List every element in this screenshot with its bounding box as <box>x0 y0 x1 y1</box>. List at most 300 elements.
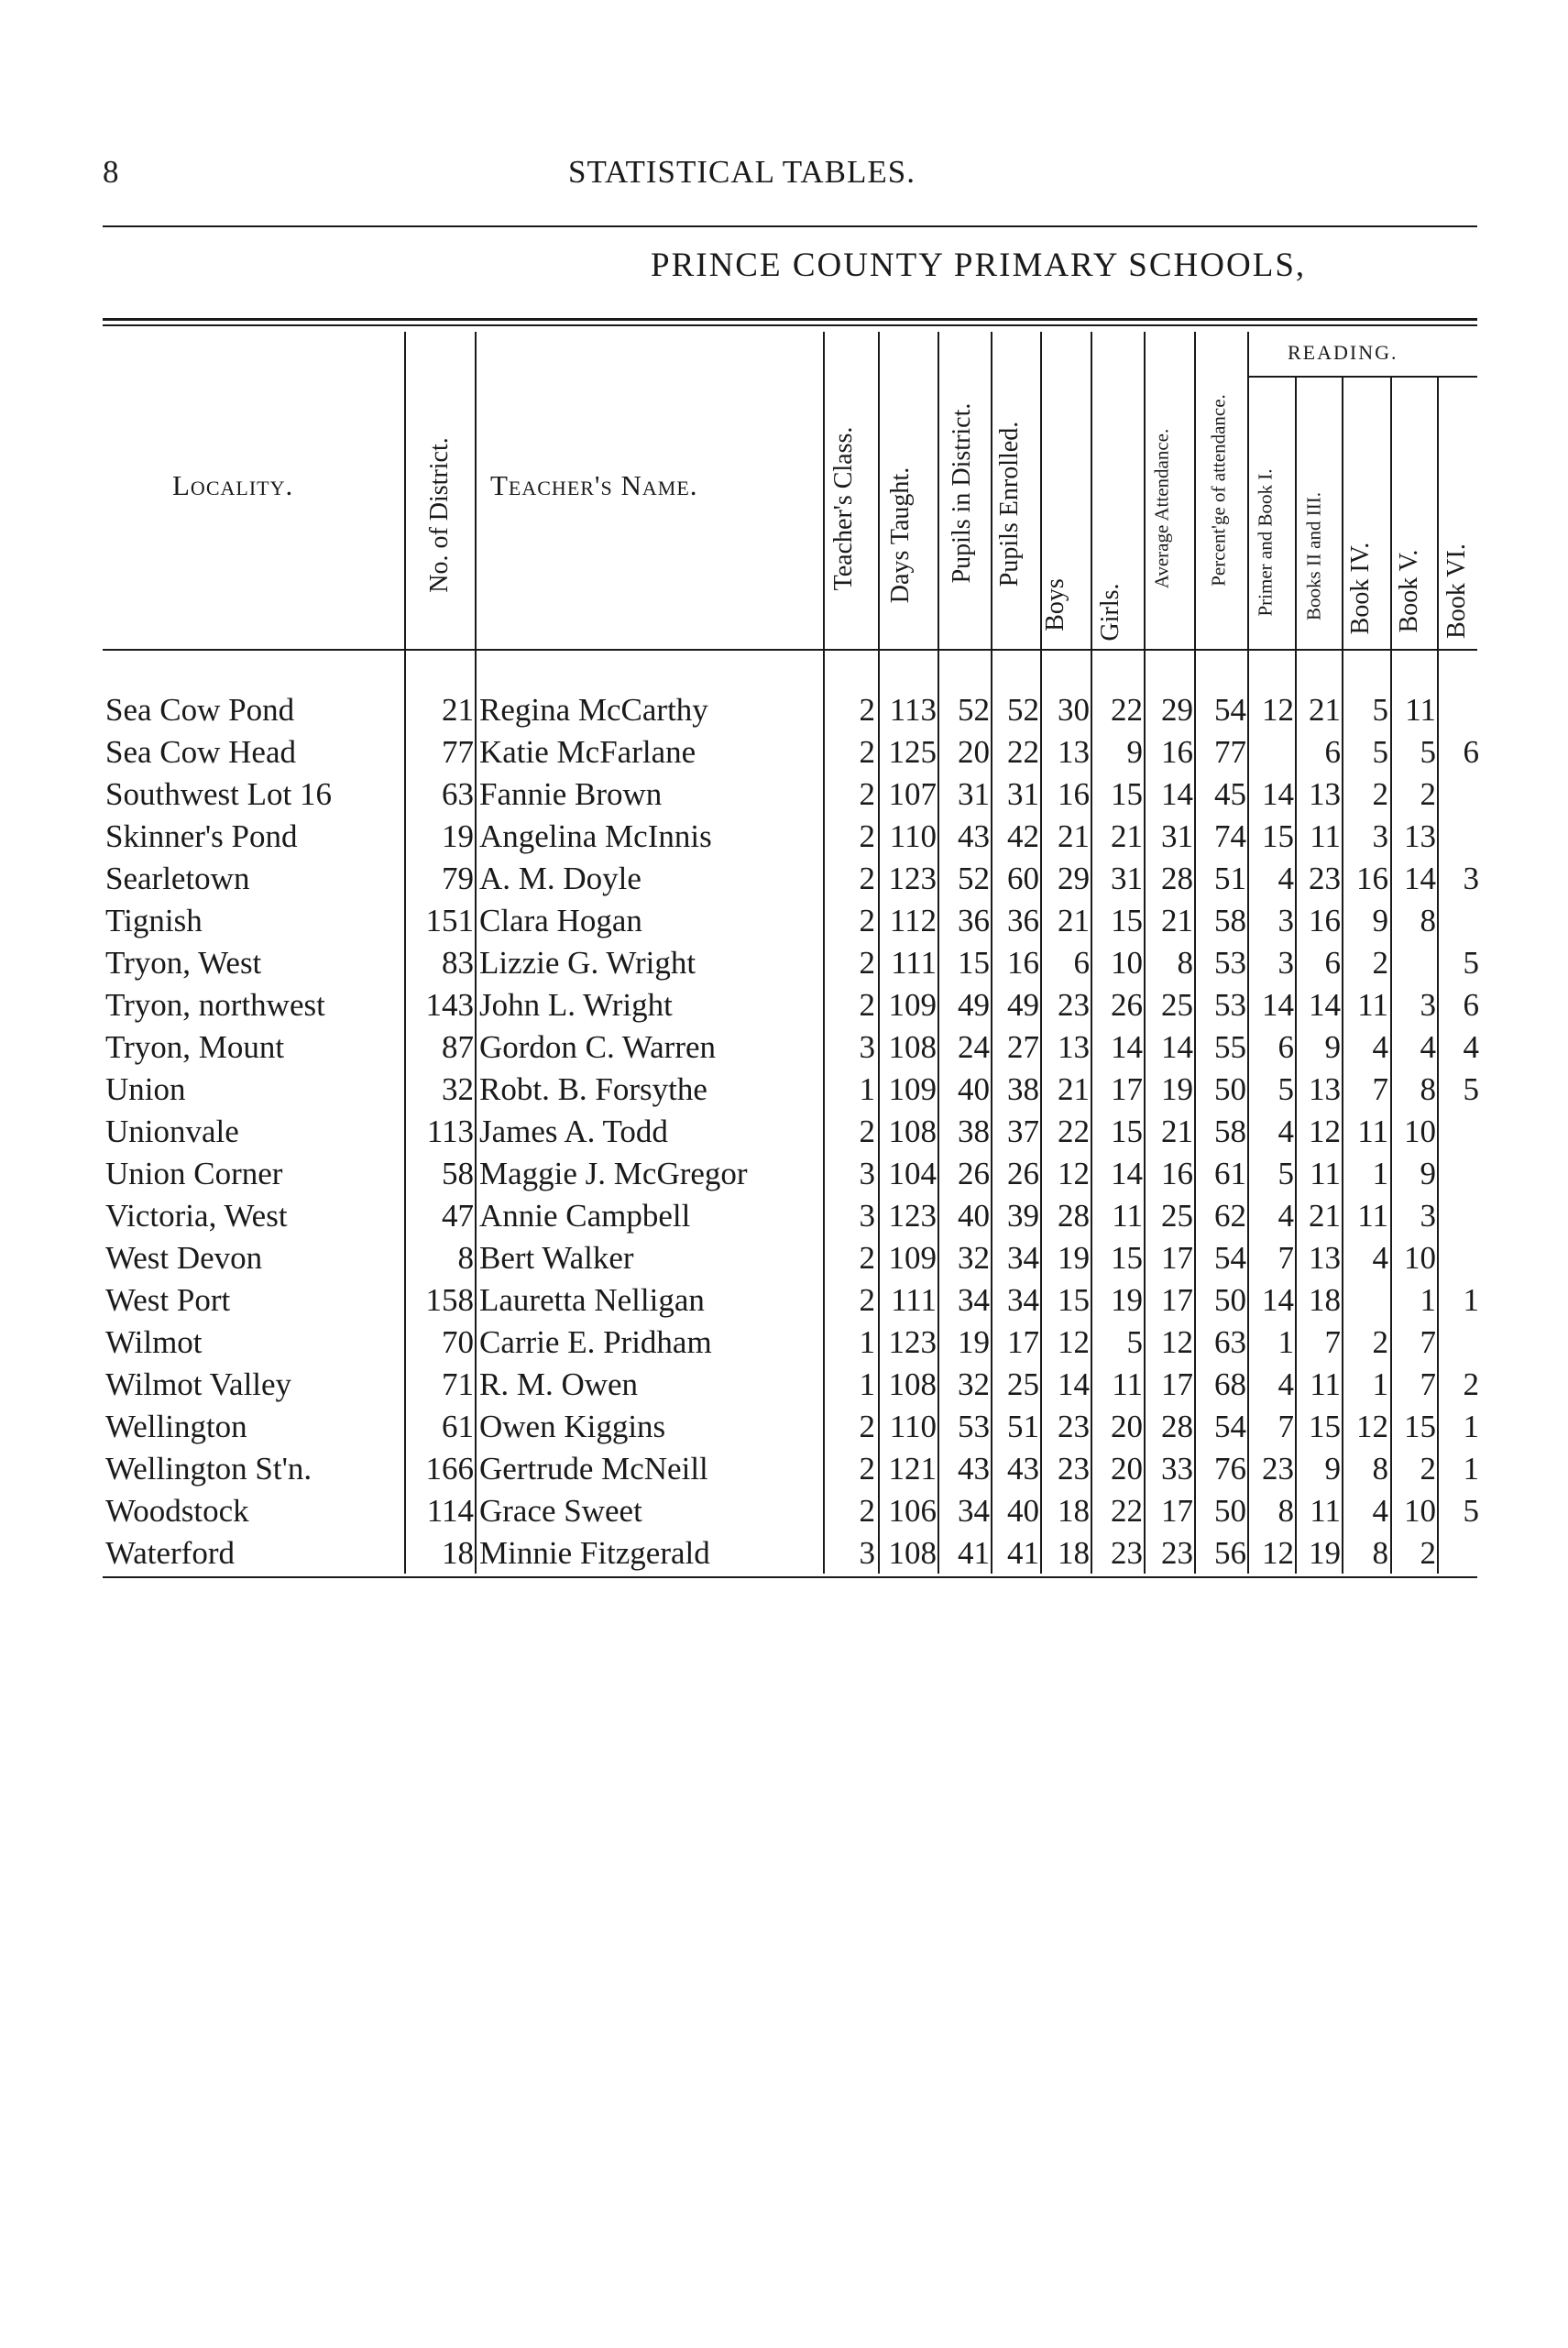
header-locality: Locality. <box>172 469 294 501</box>
cell-boys: 21 <box>1058 903 1090 938</box>
cell-b23: 9 <box>1324 1029 1341 1065</box>
table-row <box>0 858 1568 900</box>
table-row <box>0 1364 1568 1406</box>
cell-days: 108 <box>888 1114 937 1149</box>
table-row <box>0 774 1568 816</box>
cell-b1: 6 <box>1277 1029 1294 1065</box>
cell-district: 77 <box>442 734 474 770</box>
cell-b6: 5 <box>1463 1493 1479 1529</box>
cell-b23: 13 <box>1309 776 1341 812</box>
page-number: 8 <box>103 154 119 190</box>
cell-teacher: Owen Kiggins <box>479 1409 666 1444</box>
cell-b4: 9 <box>1372 903 1388 938</box>
cell-district: 113 <box>426 1114 474 1149</box>
table-row <box>0 900 1568 942</box>
cell-avg: 16 <box>1161 734 1193 770</box>
cell-b23: 16 <box>1309 903 1341 938</box>
cell-district: 166 <box>425 1451 474 1487</box>
header-rule-thin <box>103 324 1477 326</box>
cell-dist: 19 <box>958 1324 990 1360</box>
cell-avg: 21 <box>1161 903 1193 938</box>
cell-avg: 25 <box>1161 987 1193 1023</box>
header-boys: Boys <box>1041 578 1069 631</box>
cell-b1: 4 <box>1277 1198 1294 1234</box>
cell-dist: 34 <box>958 1282 990 1318</box>
cell-b4: 8 <box>1372 1535 1388 1571</box>
cell-cls: 2 <box>859 692 875 728</box>
cell-b1: 14 <box>1262 776 1294 812</box>
cell-girls: 17 <box>1111 1071 1143 1107</box>
cell-b5: 9 <box>1420 1156 1436 1191</box>
cell-teacher: Robt. B. Forsythe <box>479 1071 707 1107</box>
header-pupils-in-district: Pupils in District. <box>948 402 976 584</box>
cell-enr: 36 <box>1007 903 1039 938</box>
cell-locality: West Port <box>105 1282 231 1318</box>
cell-dist: 53 <box>958 1409 990 1444</box>
cell-locality: Wilmot Valley <box>105 1366 292 1402</box>
cell-pct: 53 <box>1214 945 1246 981</box>
cell-b23: 21 <box>1309 1198 1341 1234</box>
table-row <box>0 1026 1568 1069</box>
cell-girls: 20 <box>1111 1409 1143 1444</box>
cell-b1: 4 <box>1277 1366 1294 1402</box>
cell-days: 125 <box>888 734 937 770</box>
cell-b5: 1 <box>1420 1282 1436 1318</box>
table-row <box>0 689 1568 731</box>
cell-district: 63 <box>442 776 474 812</box>
cell-enr: 41 <box>1007 1535 1039 1571</box>
cell-b5: 8 <box>1420 1071 1436 1107</box>
cell-girls: 14 <box>1111 1156 1143 1191</box>
cell-cls: 1 <box>859 1366 875 1402</box>
cell-dist: 15 <box>958 945 990 981</box>
cell-b23: 13 <box>1309 1240 1341 1276</box>
cell-girls: 5 <box>1126 1324 1143 1360</box>
header-days-taught: Days Taught. <box>886 466 915 604</box>
cell-avg: 31 <box>1161 818 1193 854</box>
cell-boys: 21 <box>1058 1071 1090 1107</box>
cell-b4: 1 <box>1372 1366 1388 1402</box>
cell-b23: 11 <box>1310 1493 1341 1529</box>
cell-avg: 29 <box>1161 692 1193 728</box>
header-book4: Book IV. <box>1346 542 1375 635</box>
cell-enr: 43 <box>1007 1451 1039 1487</box>
cell-pct: 50 <box>1214 1282 1246 1318</box>
cell-avg: 19 <box>1161 1071 1193 1107</box>
table-row <box>0 1532 1568 1574</box>
cell-enr: 38 <box>1007 1071 1039 1107</box>
cell-pct: 54 <box>1214 1409 1246 1444</box>
cell-b23: 21 <box>1309 692 1341 728</box>
cell-district: 114 <box>426 1493 474 1529</box>
cell-pct: 55 <box>1214 1029 1246 1065</box>
cell-b5: 10 <box>1404 1114 1436 1149</box>
cell-days: 113 <box>889 692 937 728</box>
cell-b5: 8 <box>1420 903 1436 938</box>
cell-b23: 12 <box>1309 1114 1341 1149</box>
cell-girls: 23 <box>1111 1535 1143 1571</box>
cell-girls: 11 <box>1112 1198 1143 1234</box>
cell-locality: Tignish <box>105 903 203 938</box>
cell-girls: 11 <box>1112 1366 1143 1402</box>
cell-dist: 32 <box>958 1240 990 1276</box>
cell-teacher: Lauretta Nelligan <box>479 1282 705 1318</box>
cell-teacher: Katie McFarlane <box>479 734 696 770</box>
cell-girls: 31 <box>1111 861 1143 896</box>
cell-pct: 61 <box>1214 1156 1246 1191</box>
cell-pct: 68 <box>1214 1366 1246 1402</box>
cell-dist: 24 <box>958 1029 990 1065</box>
cell-girls: 22 <box>1111 1493 1143 1529</box>
cell-cls: 3 <box>859 1198 875 1234</box>
cell-enr: 51 <box>1007 1409 1039 1444</box>
cell-boys: 18 <box>1058 1493 1090 1529</box>
cell-b1: 5 <box>1277 1071 1294 1107</box>
cell-cls: 1 <box>859 1071 875 1107</box>
table-row <box>0 1279 1568 1322</box>
header-primer-book1: Primer and Book I. <box>1254 468 1277 617</box>
cell-boys: 15 <box>1058 1282 1090 1318</box>
cell-boys: 6 <box>1073 945 1090 981</box>
cell-teacher: Minnie Fitzgerald <box>479 1535 710 1571</box>
table-row <box>0 1069 1568 1111</box>
cell-locality: Southwest Lot 16 <box>105 776 332 812</box>
cell-dist: 43 <box>958 818 990 854</box>
table-row <box>0 1237 1568 1279</box>
cell-district: 158 <box>425 1282 474 1318</box>
cell-girls: 22 <box>1111 692 1143 728</box>
cell-b1: 5 <box>1277 1156 1294 1191</box>
table-row <box>0 1195 1568 1237</box>
cell-pct: 58 <box>1214 903 1246 938</box>
cell-boys: 19 <box>1058 1240 1090 1276</box>
cell-days: 106 <box>888 1493 937 1529</box>
cell-b4: 5 <box>1372 734 1388 770</box>
cell-dist: 26 <box>958 1156 990 1191</box>
cell-pct: 58 <box>1214 1114 1246 1149</box>
table-subtitle: PRINCE COUNTY PRIMARY SCHOOLS, <box>651 247 1307 284</box>
cell-b6: 6 <box>1463 987 1479 1023</box>
cell-pct: 63 <box>1214 1324 1246 1360</box>
cell-pct: 50 <box>1214 1493 1246 1529</box>
cell-avg: 12 <box>1161 1324 1193 1360</box>
cell-boys: 13 <box>1058 1029 1090 1065</box>
cell-boys: 14 <box>1058 1366 1090 1402</box>
cell-dist: 32 <box>958 1366 990 1402</box>
cell-dist: 49 <box>958 987 990 1023</box>
cell-b1: 23 <box>1262 1451 1294 1487</box>
cell-b4: 2 <box>1372 1324 1388 1360</box>
cell-b23: 6 <box>1324 734 1341 770</box>
cell-locality: Wilmot <box>105 1324 203 1360</box>
cell-district: 8 <box>457 1240 474 1276</box>
cell-locality: Wellington <box>105 1409 247 1444</box>
header-reading: READING. <box>1288 341 1398 364</box>
cell-boys: 23 <box>1058 987 1090 1023</box>
cell-teacher: Angelina McInnis <box>479 818 712 854</box>
cell-dist: 34 <box>958 1493 990 1529</box>
cell-enr: 34 <box>1007 1240 1039 1276</box>
cell-b6: 3 <box>1463 861 1479 896</box>
header-book5: Book V. <box>1395 549 1423 633</box>
header-bottom-rule <box>103 649 1477 651</box>
cell-days: 110 <box>889 1409 937 1444</box>
cell-b4: 7 <box>1372 1071 1388 1107</box>
cell-b1: 15 <box>1262 818 1294 854</box>
cell-b1: 4 <box>1277 1114 1294 1149</box>
cell-district: 32 <box>442 1071 474 1107</box>
cell-b4: 2 <box>1372 945 1388 981</box>
header-rule-thick <box>103 318 1477 321</box>
cell-days: 109 <box>888 1071 937 1107</box>
cell-b6: 1 <box>1463 1409 1479 1444</box>
cell-cls: 3 <box>859 1156 875 1191</box>
cell-b1: 1 <box>1277 1324 1294 1360</box>
cell-district: 18 <box>442 1535 474 1571</box>
cell-b23: 11 <box>1310 818 1341 854</box>
cell-pct: 53 <box>1214 987 1246 1023</box>
cell-cls: 1 <box>859 1324 875 1360</box>
cell-girls: 10 <box>1111 945 1143 981</box>
cell-avg: 28 <box>1161 1409 1193 1444</box>
cell-b23: 23 <box>1309 861 1341 896</box>
cell-b5: 10 <box>1404 1240 1436 1276</box>
cell-days: 108 <box>888 1535 937 1571</box>
cell-cls: 2 <box>859 1493 875 1529</box>
top-rule <box>103 225 1477 227</box>
cell-cls: 2 <box>859 1282 875 1318</box>
cell-district: 58 <box>442 1156 474 1191</box>
cell-days: 108 <box>888 1029 937 1065</box>
cell-enr: 31 <box>1007 776 1039 812</box>
cell-boys: 22 <box>1058 1114 1090 1149</box>
cell-b1: 3 <box>1277 945 1294 981</box>
cell-enr: 22 <box>1007 734 1039 770</box>
cell-girls: 15 <box>1111 1114 1143 1149</box>
table-row <box>0 1111 1568 1153</box>
cell-b4: 4 <box>1372 1493 1388 1529</box>
cell-days: 109 <box>888 1240 937 1276</box>
cell-teacher: A. M. Doyle <box>479 861 641 896</box>
cell-b5: 2 <box>1420 1535 1436 1571</box>
cell-b6: 6 <box>1463 734 1479 770</box>
table-row <box>0 1490 1568 1532</box>
cell-b4: 1 <box>1372 1156 1388 1191</box>
cell-avg: 21 <box>1161 1114 1193 1149</box>
table-row <box>0 731 1568 774</box>
cell-girls: 9 <box>1126 734 1143 770</box>
cell-b23: 14 <box>1309 987 1341 1023</box>
cell-b23: 9 <box>1324 1451 1341 1487</box>
cell-teacher: R. M. Owen <box>479 1366 639 1402</box>
cell-pct: 74 <box>1214 818 1246 854</box>
cell-girls: 19 <box>1111 1282 1143 1318</box>
cell-days: 123 <box>888 861 937 896</box>
cell-girls: 15 <box>1111 776 1143 812</box>
cell-girls: 26 <box>1111 987 1143 1023</box>
cell-locality: Sea Cow Pond <box>105 692 295 728</box>
cell-b4: 4 <box>1372 1240 1388 1276</box>
cell-locality: Tryon, West <box>105 945 262 981</box>
cell-enr: 16 <box>1007 945 1039 981</box>
cell-b5: 15 <box>1404 1409 1436 1444</box>
header-book6: Book VI. <box>1442 543 1471 639</box>
cell-days: 123 <box>888 1198 937 1234</box>
cell-b1: 7 <box>1277 1240 1294 1276</box>
cell-enr: 26 <box>1007 1156 1039 1191</box>
cell-teacher: Grace Sweet <box>479 1493 642 1529</box>
cell-district: 61 <box>442 1409 474 1444</box>
cell-locality: Union <box>105 1071 186 1107</box>
cell-avg: 17 <box>1161 1366 1193 1402</box>
table-row <box>0 816 1568 858</box>
cell-avg: 33 <box>1161 1451 1193 1487</box>
cell-b23: 11 <box>1310 1366 1341 1402</box>
cell-avg: 16 <box>1161 1156 1193 1191</box>
cell-days: 110 <box>889 818 937 854</box>
cell-dist: 43 <box>958 1451 990 1487</box>
cell-b6: 5 <box>1463 1071 1479 1107</box>
cell-teacher: Maggie J. McGregor <box>479 1156 748 1191</box>
cell-locality: Sea Cow Head <box>105 734 297 770</box>
cell-b4: 3 <box>1372 818 1388 854</box>
cell-locality: Skinner's Pond <box>105 818 298 854</box>
cell-avg: 14 <box>1161 1029 1193 1065</box>
table-row <box>0 1322 1568 1364</box>
cell-locality: West Devon <box>105 1240 263 1276</box>
cell-days: 104 <box>888 1156 937 1191</box>
cell-b5: 5 <box>1420 734 1436 770</box>
table-row <box>0 1448 1568 1490</box>
header-teacher-name: Teacher's Name. <box>490 469 698 501</box>
cell-pct: 54 <box>1214 692 1246 728</box>
cell-girls: 15 <box>1111 903 1143 938</box>
cell-pct: 77 <box>1214 734 1246 770</box>
header-teacher-class: Teacher's Class. <box>829 426 858 591</box>
cell-b5: 7 <box>1420 1366 1436 1402</box>
cell-b23: 15 <box>1309 1409 1341 1444</box>
cell-locality: Victoria, West <box>105 1198 288 1234</box>
cell-teacher: Clara Hogan <box>479 903 642 938</box>
cell-boys: 23 <box>1058 1409 1090 1444</box>
cell-b5: 11 <box>1405 692 1436 728</box>
cell-locality: Waterford <box>105 1535 235 1571</box>
cell-teacher: Gordon C. Warren <box>479 1029 717 1065</box>
cell-b23: 7 <box>1324 1324 1341 1360</box>
cell-days: 121 <box>888 1451 937 1487</box>
cell-enr: 60 <box>1007 861 1039 896</box>
cell-b1: 7 <box>1277 1409 1294 1444</box>
cell-b1: 12 <box>1262 1535 1294 1571</box>
cell-days: 111 <box>891 945 937 981</box>
cell-locality: Searletown <box>105 861 250 896</box>
cell-b5: 10 <box>1404 1493 1436 1529</box>
cell-b1: 12 <box>1262 692 1294 728</box>
cell-b1: 3 <box>1277 903 1294 938</box>
cell-dist: 52 <box>958 692 990 728</box>
cell-boys: 12 <box>1058 1324 1090 1360</box>
cell-days: 123 <box>888 1324 937 1360</box>
cell-enr: 40 <box>1007 1493 1039 1529</box>
cell-b4: 2 <box>1372 776 1388 812</box>
cell-b23: 13 <box>1309 1071 1341 1107</box>
cell-locality: Tryon, Mount <box>105 1029 285 1065</box>
cell-dist: 38 <box>958 1114 990 1149</box>
cell-b4: 11 <box>1357 1114 1388 1149</box>
table-row <box>0 942 1568 984</box>
cell-girls: 21 <box>1111 818 1143 854</box>
cell-dist: 36 <box>958 903 990 938</box>
cell-b5: 13 <box>1404 818 1436 854</box>
cell-b4: 12 <box>1356 1409 1388 1444</box>
cell-enr: 17 <box>1007 1324 1039 1360</box>
cell-b23: 18 <box>1309 1282 1341 1318</box>
cell-cls: 2 <box>859 945 875 981</box>
cell-avg: 23 <box>1161 1535 1193 1571</box>
cell-district: 83 <box>442 945 474 981</box>
cell-locality: Union Corner <box>105 1156 283 1191</box>
cell-district: 87 <box>442 1029 474 1065</box>
cell-boys: 23 <box>1058 1451 1090 1487</box>
cell-district: 19 <box>442 818 474 854</box>
cell-enr: 42 <box>1007 818 1039 854</box>
cell-teacher: Fannie Brown <box>479 776 663 812</box>
cell-enr: 25 <box>1007 1366 1039 1402</box>
cell-district: 143 <box>425 987 474 1023</box>
cell-b4: 8 <box>1372 1451 1388 1487</box>
cell-b5: 7 <box>1420 1324 1436 1360</box>
cell-dist: 40 <box>958 1198 990 1234</box>
cell-avg: 28 <box>1161 861 1193 896</box>
cell-enr: 52 <box>1007 692 1039 728</box>
cell-days: 111 <box>891 1282 937 1318</box>
cell-b1: 8 <box>1277 1493 1294 1529</box>
cell-cls: 2 <box>859 903 875 938</box>
cell-boys: 12 <box>1058 1156 1090 1191</box>
cell-district: 70 <box>442 1324 474 1360</box>
cell-locality: Tryon, northwest <box>105 987 325 1023</box>
reading-group-rule <box>1249 376 1477 378</box>
table-bottom-rule <box>103 1576 1477 1578</box>
cell-enr: 34 <box>1007 1282 1039 1318</box>
cell-pct: 54 <box>1214 1240 1246 1276</box>
table-row <box>0 1153 1568 1195</box>
cell-teacher: James A. Todd <box>479 1114 668 1149</box>
cell-girls: 14 <box>1111 1029 1143 1065</box>
cell-boys: 21 <box>1058 818 1090 854</box>
table-row <box>0 1406 1568 1448</box>
cell-enr: 39 <box>1007 1198 1039 1234</box>
cell-cls: 2 <box>859 734 875 770</box>
cell-teacher: Carrie E. Pridham <box>479 1324 712 1360</box>
cell-teacher: Gertrude McNeill <box>479 1451 708 1487</box>
cell-cls: 2 <box>859 861 875 896</box>
cell-district: 151 <box>425 903 474 938</box>
cell-locality: Wellington St'n. <box>105 1451 313 1487</box>
cell-pct: 76 <box>1214 1451 1246 1487</box>
cell-locality: Woodstock <box>105 1493 249 1529</box>
cell-cls: 2 <box>859 818 875 854</box>
header-percentage-attendance: Percent'ge of attendance. <box>1207 394 1230 587</box>
cell-days: 107 <box>888 776 937 812</box>
header-girls: Girls. <box>1096 583 1124 642</box>
cell-boys: 16 <box>1058 776 1090 812</box>
header-pupils-enrolled: Pupils Enrolled. <box>995 421 1024 587</box>
cell-cls: 2 <box>859 776 875 812</box>
cell-b4: 16 <box>1356 861 1388 896</box>
cell-avg: 17 <box>1161 1493 1193 1529</box>
cell-pct: 51 <box>1214 861 1246 896</box>
